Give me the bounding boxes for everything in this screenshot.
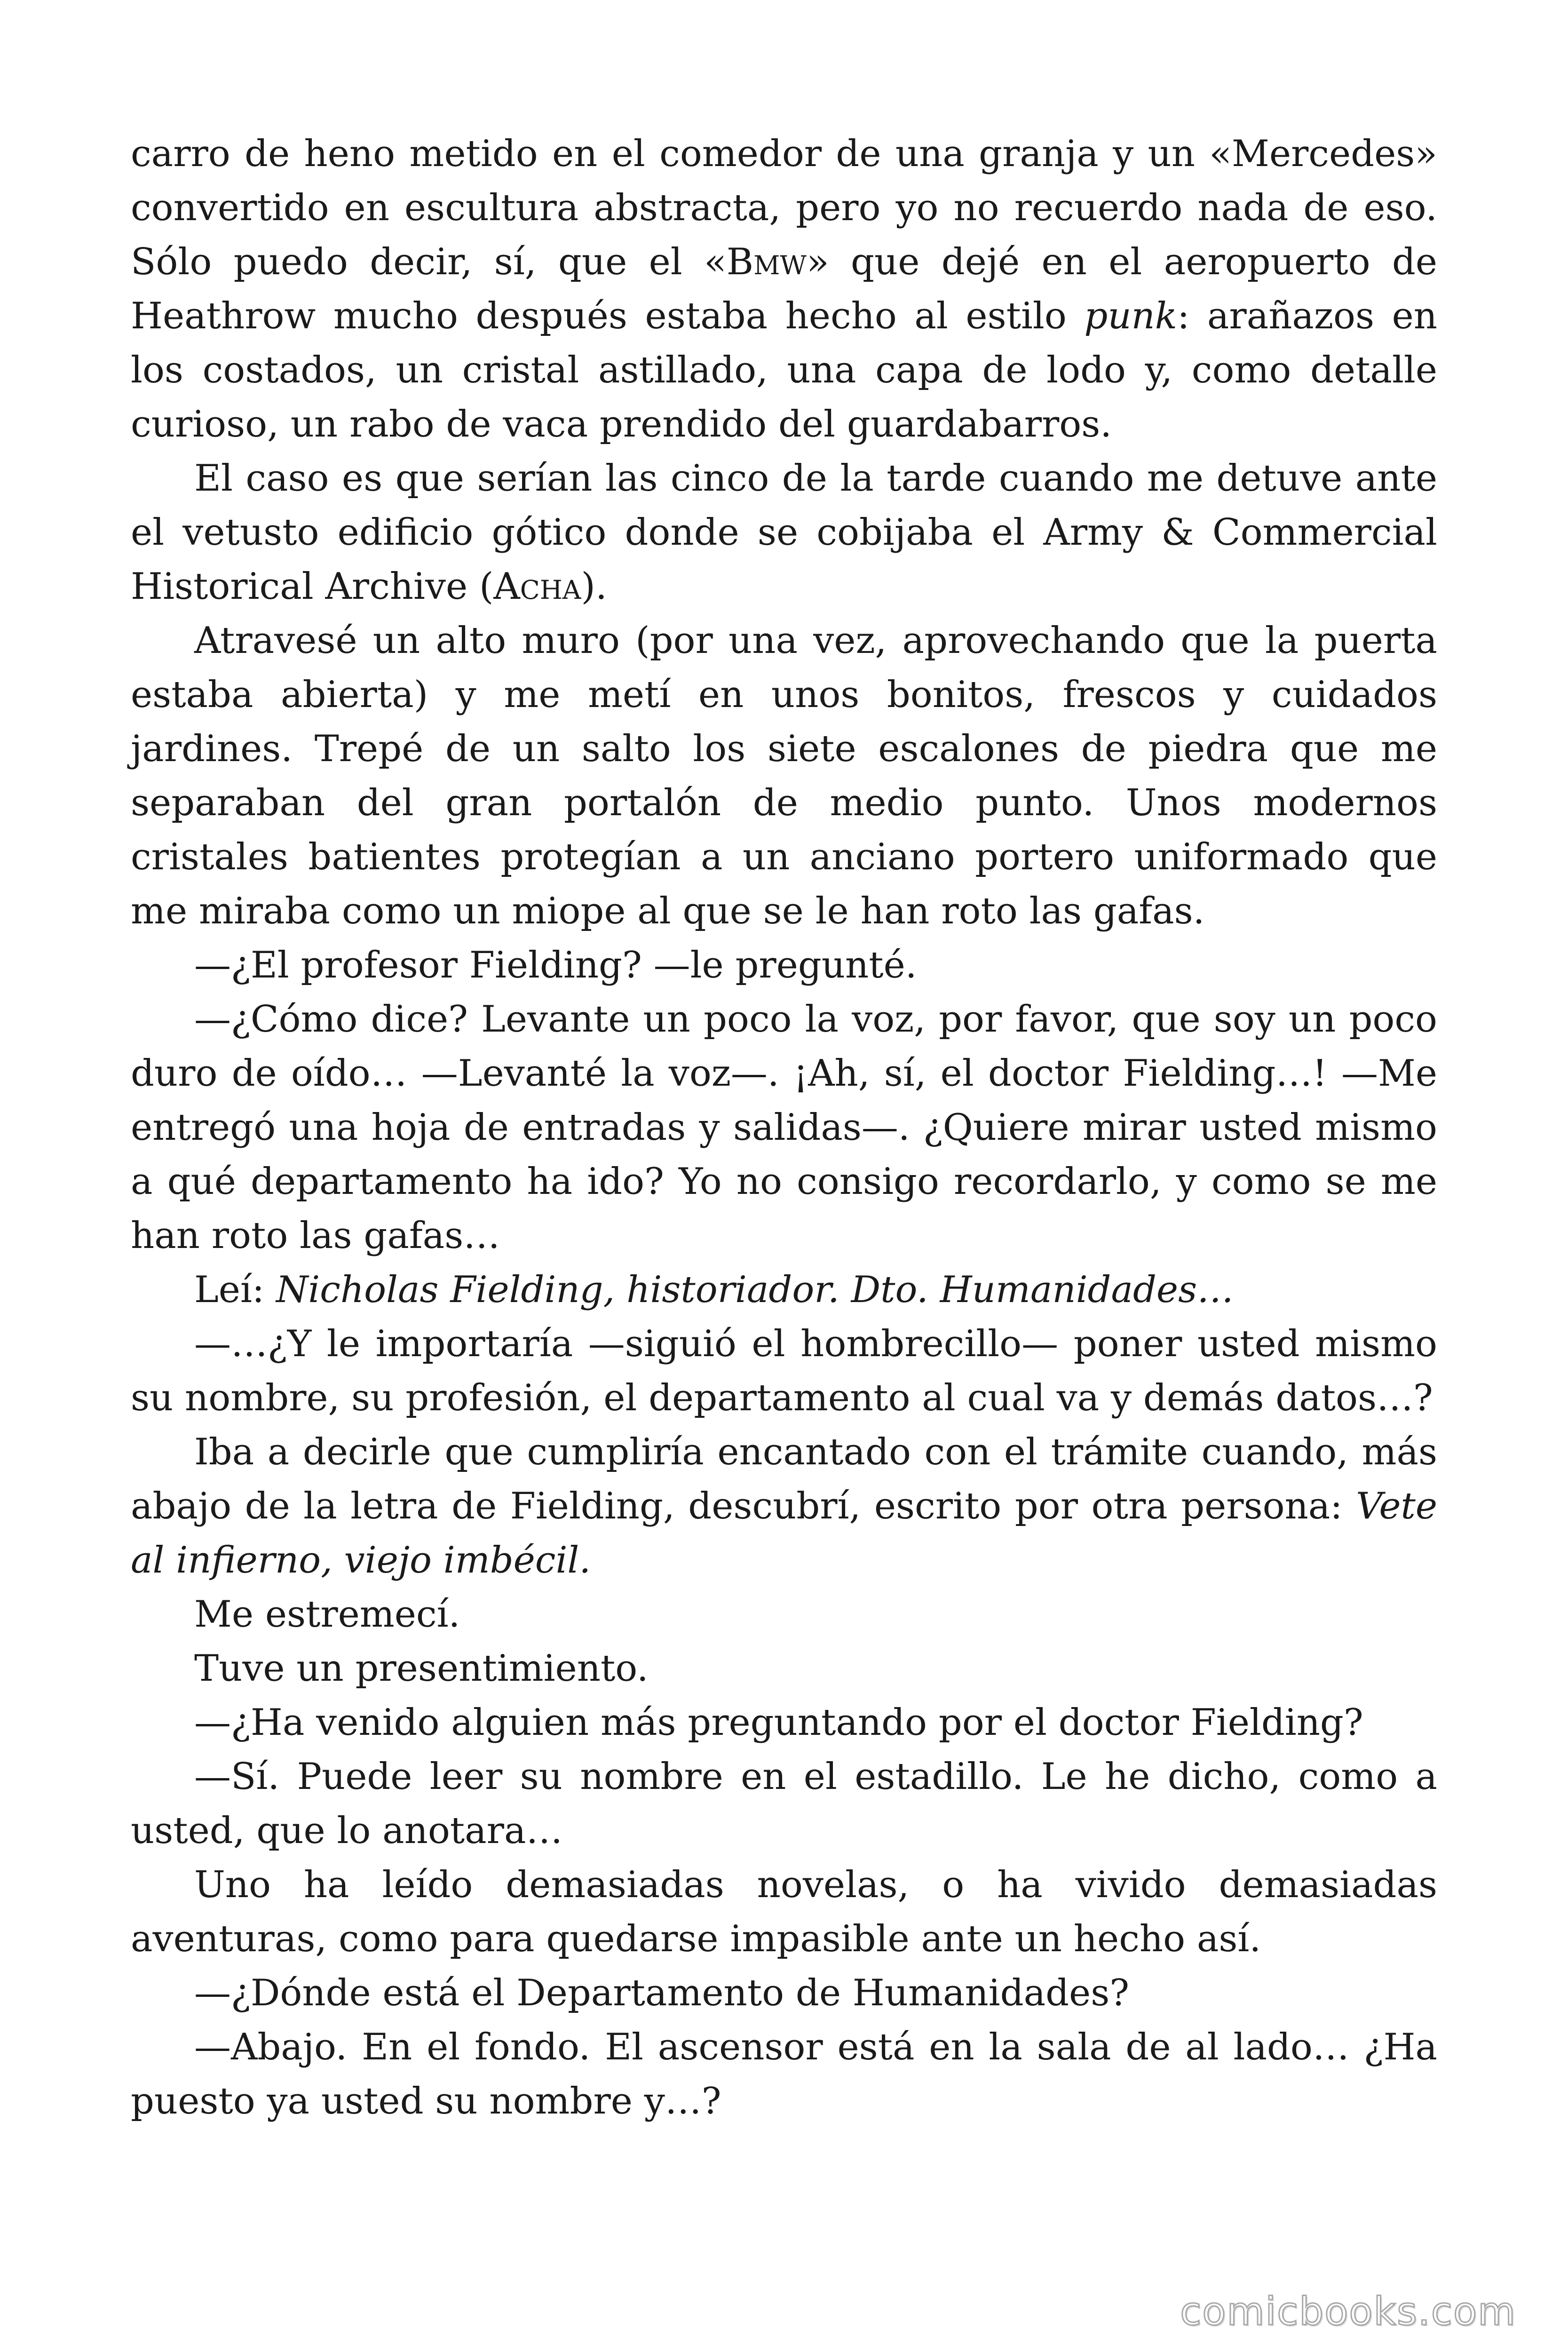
paragraph — [131, 1966, 1437, 2020]
paragraph — [131, 127, 1437, 452]
italic-text: Vete al infierno, viejo imbécil. — [131, 1485, 1437, 1581]
site-watermark: comicbooks.com — [1180, 2289, 1516, 2334]
text-run: El caso es que serían las cinco de la tarde cuando me detuve ante el vetusto edificio gótico donde se cobijaba el Army & Commercial Historical Archive ( — [131, 457, 1437, 608]
italic-text: punk — [1084, 295, 1178, 337]
text-run: » que dejé en el aeropuerto de Heathrow mucho después estaba hecho al estilo — [131, 241, 1437, 337]
paragraph — [131, 452, 1437, 614]
text-run: Uno ha leído demasiadas novelas, o ha vivido demasiadas aventuras, como para quedarse impasible ante un hecho así. — [131, 1864, 1437, 1960]
paragraph — [131, 1588, 1437, 1642]
text-run: Atravesé un alto muro (por una vez, aprovechando que la puerta estaba abierta) y me metí en unos bonitos, frescos y cuidados jardines. Trepé de un salto los siete escalones de piedra que me separaban del gran portalón de medio punto. Unos modernos cristales batientes protegían a un anciano portero uniformado que me miraba como un miope al que se le han roto las gafas. — [131, 620, 1437, 932]
book-page-body — [131, 127, 1437, 2129]
paragraph — [131, 1750, 1437, 1858]
text-run: ). — [581, 565, 607, 608]
paragraph — [131, 993, 1437, 1263]
text-run: —…¿Y le importaría —siguió el hombrecillo— poner usted mismo su nombre, su profesión, el departamento al cual va y demás datos…? — [131, 1323, 1437, 1419]
text-run: Iba a decirle que cumpliría encantado con el trámite cuando, más abajo de la letra de Fielding, descubrí, escrito por otra persona: — [131, 1431, 1437, 1527]
paragraph — [131, 1696, 1437, 1750]
text-run: Tuve un presentimiento. — [194, 1647, 649, 1690]
text-run: —Abajo. En el fondo. El ascensor está en la sala de al lado… ¿Ha puesto ya usted su nombre y…? — [131, 2026, 1437, 2122]
text-run: Leí: — [194, 1269, 276, 1311]
paragraph — [131, 1317, 1437, 1425]
paragraph — [131, 1858, 1437, 1966]
text-run: —¿Cómo dice? Levante un poco la voz, por favor, que soy un poco duro de oído… —Levanté la voz—. ¡Ah, sí, el doctor Fielding…! —Me entregó una hoja de entradas y salidas—. ¿Quiere mirar usted mismo a qué departamento ha ido? Yo no consigo recordarlo, y como se me han roto las gafas… — [131, 998, 1437, 1257]
paragraph — [131, 2020, 1437, 2129]
small-caps-text: Acha — [493, 565, 581, 608]
text-run: : arañazos en los costados, un cristal astillado, una capa de lodo y, como detalle curioso, un rabo de vaca prendido del guardabarros. — [131, 295, 1437, 445]
paragraph — [131, 1425, 1437, 1588]
paragraph — [131, 1642, 1437, 1696]
text-run: —¿Ha venido alguien más preguntando por el doctor Fielding? — [194, 1701, 1363, 1744]
small-caps-text: Bmw — [726, 241, 807, 283]
paragraph — [131, 938, 1437, 993]
paragraph — [131, 614, 1437, 938]
text-run: Me estremecí. — [194, 1593, 460, 1636]
paragraph — [131, 1263, 1437, 1317]
text-run: —¿El profesor Fielding? —le pregunté. — [194, 944, 917, 986]
text-run: —Sí. Puede leer su nombre en el estadillo. Le he dicho, como a usted, que lo anotara… — [131, 1756, 1437, 1852]
text-run: carro de heno metido en el comedor de una granja y un «Mercedes» convertido en escultura abstracta, pero yo no recuerdo nada de eso. Sólo puedo decir, sí, que el « — [131, 133, 1437, 283]
italic-text: Nicholas Fielding, historiador. Dto. Humanidades… — [276, 1269, 1234, 1311]
text-run: —¿Dónde está el Departamento de Humanidades? — [194, 1972, 1130, 2014]
